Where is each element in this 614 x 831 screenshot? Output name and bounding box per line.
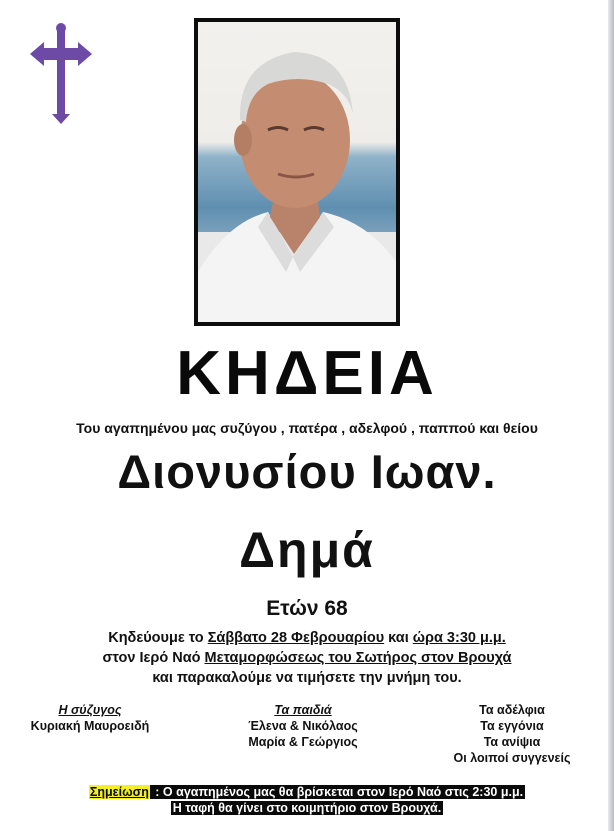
note-line-1 [0,784,614,800]
children-names-1: Έλενα & Νικόλαος [248,719,358,733]
funeral-date: Σάββατο 28 Φεβρουαρίου [207,630,385,646]
note-label: Σημείωση [89,785,149,799]
church-name: Μεταμορφώσεως του Σωτήρος στον Βρουχά [204,650,512,666]
children-heading: Τα παιδιά [274,703,332,717]
page-edge-shadow [608,0,614,831]
details-text: στον Ιερό Ναό [102,650,205,666]
nephews-label: Τα ανίψια [483,735,541,749]
details-text: Κηδεύουμε το [108,630,208,646]
spouse-column [10,702,170,734]
siblings-label: Τα αδέλφια [479,703,545,717]
portrait-illustration [198,22,396,322]
cross-icon [26,22,96,126]
note-line-2 [0,800,614,816]
spouse-name: Κυριακή Μαυροειδή [30,719,150,733]
page-title: ΚΗΔΕΙΑ [176,339,438,408]
grandchildren-label: Τα εγγόνια [480,719,544,733]
details-line-2 [0,648,614,668]
relatives-column [424,702,600,766]
children-names-2: Μαρία & Γεώργιος [248,735,358,749]
deceased-name-first: Διονυσίου Ιωαν. [117,445,497,498]
deceased-name-last: Δημά [239,522,375,578]
age-line: Ετών 68 [266,597,348,620]
details-text: και [384,630,413,646]
note-text-2: Η ταφή θα γίνει στο κοιμητήριο στον Βρουχά. [172,801,442,815]
funeral-details [0,628,614,688]
other-relatives-label: Οι λοιποί συγγενείς [453,751,571,765]
note-box [0,784,614,816]
details-line-3: και παρακαλούμε να τιμήσετε την μνήμη του. [152,670,462,686]
note-text-1: : Ο αγαπημένος μας θα βρίσκεται στον Ιερό Ναό στις 2:30 μ.μ. [151,785,524,799]
funeral-time: ώρα 3:30 μ.μ. [412,630,506,646]
children-column [218,702,388,750]
spouse-heading: Η σύζυγος [58,703,122,717]
intro-line: Του αγαπημένου μας συζύγου , πατέρα , αδελφού , παππού και θείου [76,420,538,436]
details-line-1 [0,628,614,648]
portrait-photo [194,18,400,326]
